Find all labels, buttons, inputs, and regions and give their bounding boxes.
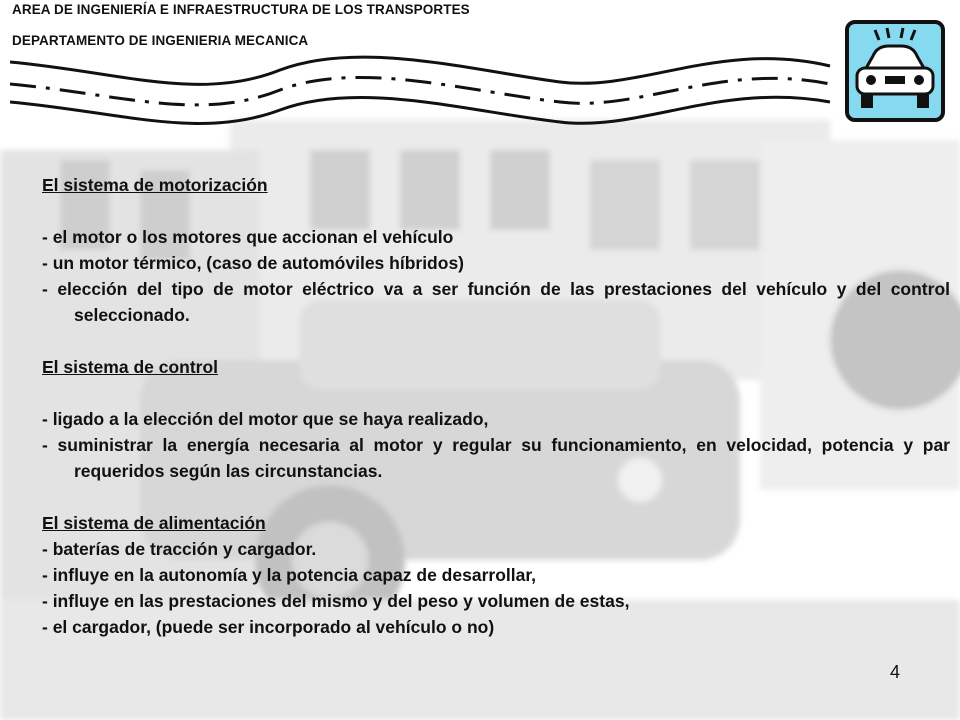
list-item: - elección del tipo de motor eléctrico va a ser función de las prestaciones del vehículo y del control seleccionado.	[42, 279, 950, 325]
page-number: 4	[890, 662, 901, 682]
list-item: - ligado a la elección del motor que se haya realizado,	[42, 409, 489, 429]
header-area-title: AREA DE INGENIERÍA E INFRAESTRUCTURA DE LOS TRANSPORTES	[12, 2, 470, 17]
list-item: - suministrar la energía necesaria al motor y regular su funcionamiento, en velocidad, potencia y par requeridos según las circunstancias.	[42, 435, 950, 481]
road-banner-graphic	[0, 40, 840, 130]
list-item: - el motor o los motores que accionan el vehículo	[42, 227, 454, 247]
header-department-title: DEPARTAMENTO DE INGENIERIA MECANICA	[12, 33, 309, 48]
section-title-alimentacion: El sistema de alimentación	[42, 513, 266, 533]
main-content	[42, 172, 950, 640]
list-item: - el cargador, (puede ser incorporado al vehículo o no)	[42, 617, 495, 637]
list-item: - baterías de tracción y cargador.	[42, 539, 317, 559]
section-title-motorizacion: El sistema de motorización	[42, 175, 268, 195]
section-title-control: El sistema de control	[42, 357, 219, 377]
list-item: - influye en la autonomía y la potencia capaz de desarrollar,	[42, 565, 537, 585]
list-item: - un motor térmico, (caso de automóviles híbridos)	[42, 253, 464, 273]
car-logo-icon	[845, 20, 945, 122]
list-item: - influye en las prestaciones del mismo y del peso y volumen de estas,	[42, 591, 630, 611]
